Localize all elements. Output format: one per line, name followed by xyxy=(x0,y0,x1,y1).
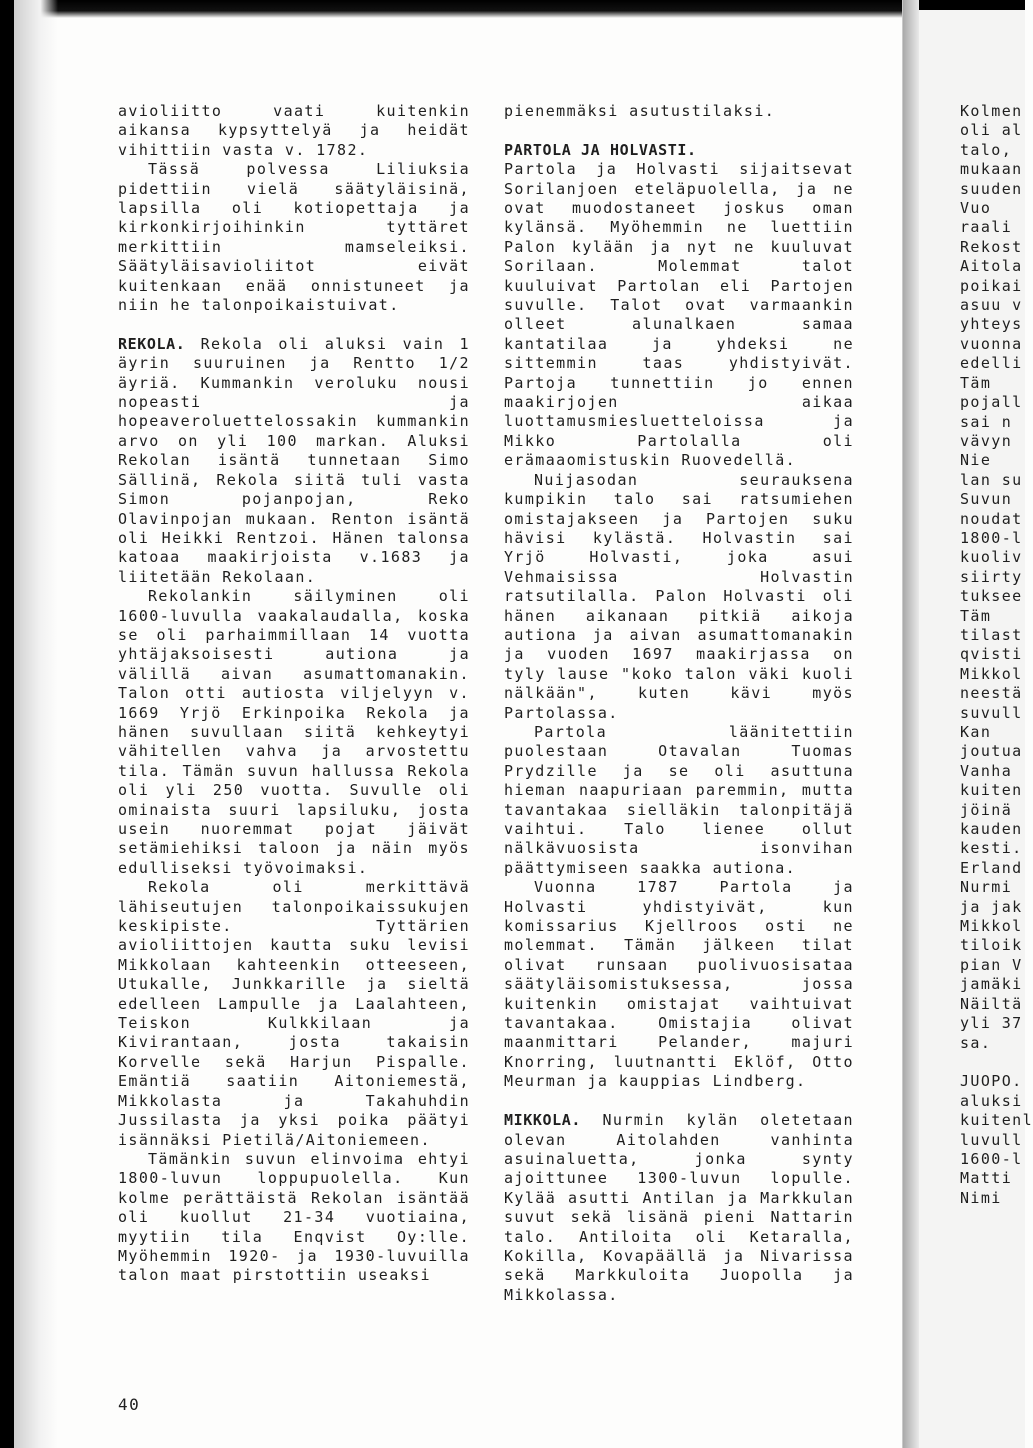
facing-page-line: noudat xyxy=(960,509,1023,528)
facing-page-line: suuden xyxy=(960,179,1023,198)
section-heading-partola xyxy=(504,141,854,160)
facing-page-line: Matti xyxy=(960,1169,1013,1188)
facing-page-line: aluksi xyxy=(960,1091,1023,1110)
facing-page-line: kuiten xyxy=(960,781,1023,800)
facing-page-line: kauden xyxy=(960,820,1023,839)
paragraph: Rekola oli merkittävä lähiseutujen talonpoikaissukujen keskipiste. Tyttärien avioliittojen kautta suku levisi Mikkolaan kahteenkin otteeseen, Utukalle, Junkkarille ja sieltä edelleen Lampulle ja Laalahteen, Teiskon Kulkkilaan ja Kivirantaan, josta takaisin Korvelle sekä Harjun Pispalle. Emäntiä saatiin Aitoniemestä, Mikkolasta ja Takahuhdin Jussilasta ja yksi poika päätyi isännäksi Pietilä/Aitoniemeen. xyxy=(118,878,470,1149)
facing-page-line: kesti. xyxy=(960,839,1023,858)
facing-page-line: Täm xyxy=(960,373,992,392)
paragraph-text: Rekola oli aluksi vain 1 äyrin suuruinen ja Rentto 1/2 äyriä. Kummankin veroluku nousi nopeasti ja hopeaveroluettelossakin kummankin arvo on yli 100 markan. Aluksi Rekolan isäntä tunnetaan Simo Sällinä, Rekola siitä tuli vasta Simon pojanpojan, Reko Olavinpojan mukaan. Renton isäntä oli Heikki Rentzoi. Hänen talonsa katoaa maakirjoista v.1683 ja liitetään Rekolaan. xyxy=(118,334,470,586)
middle-column xyxy=(504,102,854,1305)
scan-top-edge xyxy=(0,0,1024,18)
facing-page-line: sai n xyxy=(960,412,1013,431)
paragraph: Partola läänitettiin puolestaan Otavalan Tuomas Prydzille ja se oli asuttuna hieman naapuriaan paremmin, mutta tavantakaa sielläkin talonpitäjä vaihtui. Talo lienee ollut nälkävuosista isonvihan päättymiseen saakka autiona. xyxy=(504,722,854,877)
facing-page-line: Nurmi xyxy=(960,878,1013,897)
facing-page-line: Mikkol xyxy=(960,917,1023,936)
facing-page-line: asuu v xyxy=(960,296,1023,315)
paragraph: Partola ja Holvasti sijaitsevat Sorilanjoen eteläpuolella, ja ne ovat muodostaneet joskus oman kylänsä. Myöhemmin ne luettiin Palon kylään ja nyt ne kuuluvat Sorilaan. Molemmat talot kuuluivat Partolan eli Partojen suvulle. Talot ovat varmaankin olleet alunalkaen samaa kantatilaa ja yhdeksi ne sittemmin taas yhdistyivät. Partoja tunnettiin jo ennen maakirjojen aikaa luottamusmiesluetteloissa ja Mikko Partolalla oli erämaaomistuskin Ruovedellä. xyxy=(504,160,854,470)
facing-page-line: Näiltä xyxy=(960,994,1023,1013)
facing-page-line: Mikkol xyxy=(960,664,1023,683)
facing-page-line: Vanha xyxy=(960,761,1013,780)
paragraph-text: Nurmin kylän oletetaan olevan Aitolahden vanhinta asuinaluetta, jonka synty ajoittunee 1300-luvun lopulle. Kylää asutti Antilan ja Markkulan suvut sekä lisänä pieni Nattarin talo. Antiloita oli Ketaralla, Kokilla, Kovapäällä ja Nivarissa sekä Markkuloita Juopolla ja Mikkolassa. xyxy=(504,1111,854,1304)
facing-page-line: talo, xyxy=(960,140,1013,159)
facing-page-line: vävyn xyxy=(960,431,1013,450)
facing-page-line: joutua xyxy=(960,742,1023,761)
facing-page-line: ja jak xyxy=(960,897,1023,916)
facing-page-line: vuonna xyxy=(960,334,1023,353)
facing-page-line: Rekost xyxy=(960,237,1023,256)
facing-page-line: Kan xyxy=(960,723,992,741)
facing-page-line: sa. xyxy=(960,1033,992,1052)
facing-page-line: yhteys xyxy=(960,315,1023,334)
facing-page-line: lan su xyxy=(960,470,1023,489)
facing-page-line: jöinä xyxy=(960,800,1013,819)
paragraph: Tämänkin suvun elinvoima ehtyi 1800-luvun loppupuolella. Kun kolme perättäistä Rekolan isäntää oli kuollut 21-34 vuotiaina, myytiin tila Enqvist Oy:lle. Myöhemmin 1920- ja 1930-luvuilla talon maat pirstottiin useaksi xyxy=(118,1149,470,1285)
paragraph-rekola xyxy=(118,335,470,587)
heading-text: PARTOLA JA HOLVASTI. xyxy=(504,140,697,159)
facing-page-line: Vuo xyxy=(960,199,992,218)
paragraph: Nuijasodan seurauksena kumpikin talo sai ratsumiehen omistajakseen ja Partojen suku hävisi kylästä. Holvastin sai Yrjö Holvasti, joka asui Vehmaisissa Holvastin ratsutilalla. Palon Holvasti oli hänen aikanaan pitkiä aikoja autiona ja aivan asumattomanakin ja vuoden 1697 maakirjassa on tyly lause "koko talon väki kuoli nälkään", kuten kävi myös Partolassa. xyxy=(504,470,854,722)
facing-page-line: raali xyxy=(960,218,1013,237)
facing-page-line: luvull xyxy=(960,1130,1023,1149)
book-fold-shadow xyxy=(903,0,919,1448)
facing-page-line: pian V xyxy=(960,955,1023,974)
page-gutter-shadow xyxy=(14,0,58,1448)
facing-page-line: Suvun xyxy=(960,490,1013,509)
facing-page-line: siirty xyxy=(960,567,1023,586)
facing-page-line: Nimi xyxy=(960,1188,1002,1207)
facing-page-line: mukaan xyxy=(960,160,1023,179)
paragraph: Rekolankin säilyminen oli 1600-luvulla vaakalaudalla, koska se oli parhaimmillaan 14 vuotta yhtäjaksoisesti autiona ja välillä aivan asumattomanakin. Talon otti autiosta viljelyyn v. 1669 Yrjö Erkinpoika Rekola ja hänen suvullaan siitä kehkeytyi vähitellen vahva ja arvostettu tila. Tämän suvun hallussa Rekola oli yli 250 vuotta. Suvulle oli ominaista suuri lapsiluku, josta usein nuoremmat pojat jäivät setämiehiksi taloon ja näin myös edulliseksi työvoimaksi. xyxy=(118,587,470,877)
paragraph: Vuonna 1787 Partola ja Holvasti yhdistyivät, kun komissarius Kjellroos osti ne molemmat. Tämän jälkeen tilat olivat runsaan puolivuosisataa säätyläisomistuksessa, jossa kuitenkin omistajat vaihtuivat tavantakaa. Omistajia olivat maanmittari Pelander, majuri Knorring, luutnantti Eklöf, Otto Meurman ja kauppias Lindberg. xyxy=(504,878,854,1091)
paragraph: Tässä polvessa Liliuksia pidettiin vielä säätyläisinä, lapsilla oli kotiopettaja ja kirkonkirjoihinkin tyttäret merkittiin mamseleiksi. Säätyläisavioliitot eivät kuitenkaan enää onnistuneet ja niin he talonpoikaistuivat. xyxy=(118,160,470,315)
paragraph: avioliitto vaati kuitenkin aikansa kypsyttelyä ja heidät vihittiin vasta v. 1782. xyxy=(118,102,470,159)
facing-page-line: Nie xyxy=(960,451,992,470)
scan-left-edge xyxy=(0,0,14,1448)
facing-page-line: Aitola xyxy=(960,257,1023,276)
facing-page-line: Kolmen xyxy=(960,102,1023,120)
facing-page-line: tiloik xyxy=(960,936,1023,955)
facing-page-line: 1800-l xyxy=(960,528,1023,547)
facing-page-line: yli 37 xyxy=(960,1014,1023,1033)
facing-page-line: poikai xyxy=(960,276,1023,295)
facing-page-column xyxy=(960,102,1033,1208)
paragraph-mikkola xyxy=(504,1111,854,1305)
facing-page-line xyxy=(960,1053,1024,1072)
facing-page-line: kuoliv xyxy=(960,548,1023,567)
facing-page-line: kuitenl xyxy=(960,1111,1033,1130)
paragraph: pienemmäksi asutustilaksi. xyxy=(504,102,776,120)
facing-page-line: tuksee xyxy=(960,587,1023,606)
scan-top-edge-right xyxy=(903,0,1025,10)
section-heading-mikkola: MIKKOLA. xyxy=(504,1111,582,1130)
facing-page-line: qvisti xyxy=(960,645,1023,664)
facing-page-line: jamäki xyxy=(960,975,1023,994)
facing-page-line: neestä xyxy=(960,684,1023,703)
facing-page-line: JUOPO. xyxy=(960,1072,1023,1091)
left-column xyxy=(118,102,470,1286)
facing-page-line: Täm xyxy=(960,606,992,625)
facing-page-line: pojall xyxy=(960,393,1023,412)
facing-page-line: suvull xyxy=(960,703,1023,722)
section-heading-rekola: REKOLA. xyxy=(118,334,186,353)
facing-page-line: oli al xyxy=(960,121,1023,140)
facing-page-line: 1600-l xyxy=(960,1149,1023,1168)
facing-page-line: tilast xyxy=(960,625,1023,644)
facing-page-line: Erland xyxy=(960,858,1023,877)
facing-page-line: edelli xyxy=(960,354,1023,373)
page-number: 40 xyxy=(118,1395,141,1414)
